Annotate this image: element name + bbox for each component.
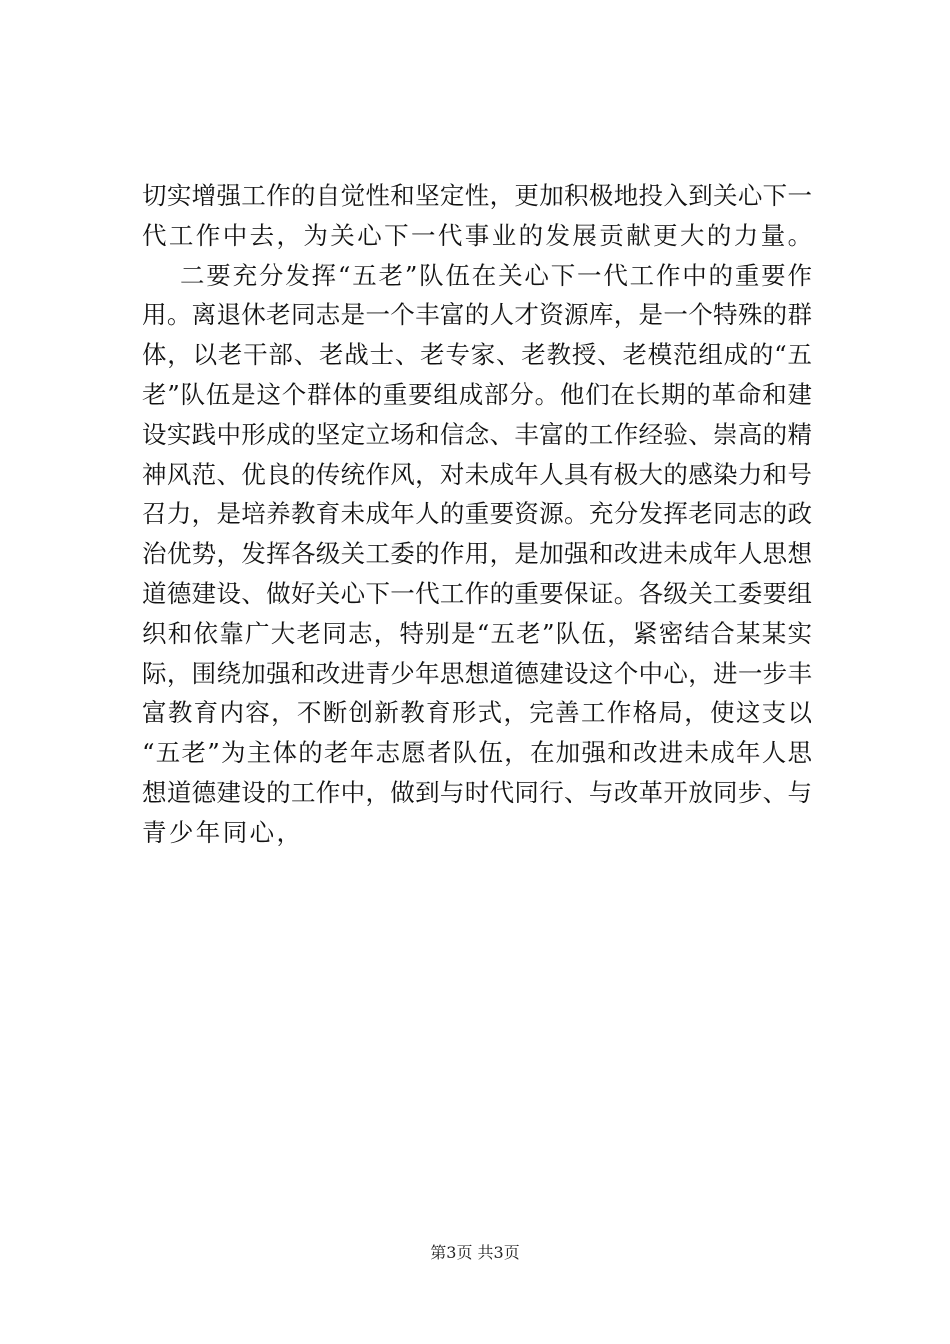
text-line: 织和依靠广大老同志，特别是“五老”队伍，紧密结合某某实 [142, 618, 812, 648]
page-number-footer: 第3页 共3页 [430, 1243, 520, 1262]
text-line: 治优势，发挥各级关工委的作用，是加强和改进未成年人思想 [142, 539, 812, 569]
text-line: “五老”为主体的老年志愿者队伍，在加强和改进未成年人思 [142, 738, 812, 768]
text-line: 际，围绕加强和改进青少年思想道德建设这个中心，进一步丰 [142, 658, 812, 688]
text-line: 道德建设、做好关心下一代工作的重要保证。各级关工委要组 [142, 578, 812, 608]
text-line: 老”队伍是这个群体的重要组成部分。他们在长期的革命和建 [142, 379, 812, 409]
text-line: 切实增强工作的自觉性和坚定性，更加积极地投入到关心下一 [142, 181, 812, 210]
text-line: 富教育内容，不断创新教育形式，完善工作格局，使这支以 [142, 698, 812, 728]
text-line: 代工作中去，为关心下一代事业的发展贡献更大的力量。 [142, 220, 815, 250]
text-line: 神风范、优良的传统作风，对未成年人具有极大的感染力和号 [142, 459, 812, 489]
text-line: 体，以老干部、老战士、老专家、老教授、老模范组成的“五 [142, 340, 812, 370]
text-line: 召力，是培养教育未成年人的重要资源。充分发挥老同志的政 [142, 499, 812, 529]
text-line: 用。离退休老同志是一个丰富的人才资源库，是一个特殊的群 [142, 300, 812, 330]
paragraph-first-line: 二要充分发挥“五老”队伍在关心下一代工作中的重要作 [180, 260, 812, 290]
body-text [142, 176, 815, 853]
text-line: 青少年同心， [142, 817, 304, 847]
text-line: 想道德建设的工作中，做到与时代同行、与改革开放同步、与 [142, 777, 812, 807]
text-line: 设实践中形成的坚定立场和信念、丰富的工作经验、崇高的精 [142, 419, 812, 449]
